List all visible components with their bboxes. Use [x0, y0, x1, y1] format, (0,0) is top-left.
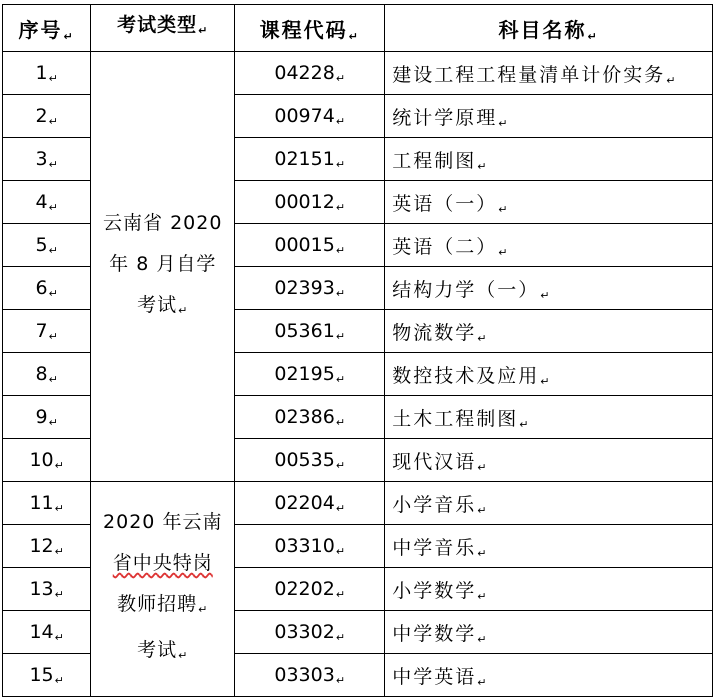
row-subject-name: 中学音乐↵	[385, 525, 713, 568]
header-course-code: 课程代码↵	[235, 5, 385, 52]
row-index: 3↵	[3, 138, 91, 181]
row-course-code: 02195↵	[235, 353, 385, 396]
exam-type-cell-self-study: 云南省 2020 年 8 月自学 考试↵	[91, 52, 235, 482]
row-course-code: 02202↵	[235, 568, 385, 611]
row-subject-name: 工程制图↵	[385, 138, 713, 181]
row-subject-name: 中学英语↵	[385, 654, 713, 697]
header-index: 序号↵	[3, 5, 91, 52]
row-course-code: 03302↵	[235, 611, 385, 654]
row-subject-name: 现代汉语↵	[385, 439, 713, 482]
row-subject-name: 小学音乐↵	[385, 482, 713, 525]
row-course-code: 00015↵	[235, 224, 385, 267]
header-subject-name: 科目名称↵	[385, 5, 713, 52]
row-subject-name: 英语（一）↵	[385, 181, 713, 224]
row-subject-name: 小学数学↵	[385, 568, 713, 611]
row-course-code: 05361↵	[235, 310, 385, 353]
row-course-code: 00974↵	[235, 95, 385, 138]
row-course-code: 03303↵	[235, 654, 385, 697]
exam-type-line: 教师招聘	[117, 593, 198, 615]
exam-type-line: 年 8 月自学	[109, 252, 217, 275]
row-index: 9↵	[3, 396, 91, 439]
row-subject-name: 建设工程工程量清单计价实务↵	[385, 52, 713, 95]
row-course-code: 00535↵	[235, 439, 385, 482]
row-subject-name: 物流数学↵	[385, 310, 713, 353]
exam-subject-table	[2, 4, 713, 697]
row-index: 1↵	[3, 52, 91, 95]
row-course-code: 00012↵	[235, 181, 385, 224]
row-index: 5↵	[3, 224, 91, 267]
row-course-code: 04228↵	[235, 52, 385, 95]
table-header-row	[3, 5, 713, 52]
exam-type-line: 考试	[137, 639, 178, 661]
row-subject-name: 土木工程制图↵	[385, 396, 713, 439]
row-index: 8↵	[3, 353, 91, 396]
row-index: 2↵	[3, 95, 91, 138]
row-course-code: 02151↵	[235, 138, 385, 181]
row-index: 10↵	[3, 439, 91, 482]
row-course-code: 02204↵	[235, 482, 385, 525]
row-index: 4↵	[3, 181, 91, 224]
row-course-code: 03310↵	[235, 525, 385, 568]
exam-type-line: 省中央特岗	[112, 552, 213, 574]
row-subject-name: 数控技术及应用↵	[385, 353, 713, 396]
exam-type-line: 2020 年云南	[103, 511, 223, 533]
row-course-code: 02393↵	[235, 267, 385, 310]
row-course-code: 02386↵	[235, 396, 385, 439]
row-subject-name: 英语（二）↵	[385, 224, 713, 267]
row-subject-name: 统计学原理↵	[385, 95, 713, 138]
row-index: 13↵	[3, 568, 91, 611]
row-subject-name: 结构力学（一）↵	[385, 267, 713, 310]
row-index: 15↵	[3, 654, 91, 697]
row-index: 11↵	[3, 482, 91, 525]
row-subject-name: 中学数学↵	[385, 611, 713, 654]
exam-type-cell-teacher-recruitment: 2020 年云南 省中央特岗 教师招聘↵ 考试↵	[91, 482, 235, 697]
row-index: 12↵	[3, 525, 91, 568]
row-index: 14↵	[3, 611, 91, 654]
exam-type-line: 云南省 2020	[103, 211, 223, 234]
exam-type-line: 考试	[137, 293, 178, 316]
table-row	[3, 52, 713, 95]
row-index: 7↵	[3, 310, 91, 353]
row-index: 6↵	[3, 267, 91, 310]
header-exam-type: 考试类型↵	[91, 5, 235, 52]
table-row	[3, 482, 713, 525]
